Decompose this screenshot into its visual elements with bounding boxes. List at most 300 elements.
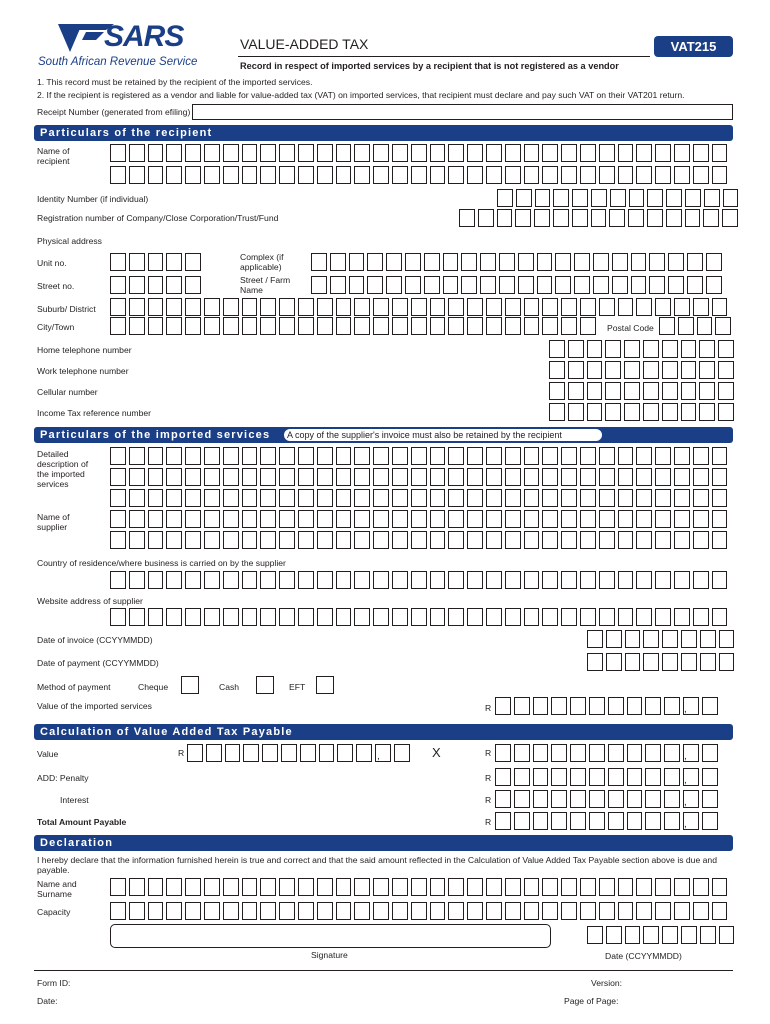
- recipient-name-line-1[interactable]: [110, 144, 730, 162]
- char-box[interactable]: [298, 144, 314, 162]
- char-box[interactable]: [524, 298, 540, 316]
- char-box[interactable]: [225, 744, 241, 762]
- cell-input[interactable]: [549, 382, 737, 400]
- char-box[interactable]: [505, 298, 521, 316]
- char-box[interactable]: [166, 531, 182, 549]
- char-box[interactable]: [693, 489, 709, 507]
- char-box[interactable]: [587, 630, 603, 648]
- char-box[interactable]: [702, 744, 718, 762]
- id-number-input[interactable]: [497, 189, 741, 207]
- char-box[interactable]: [712, 298, 728, 316]
- char-box[interactable]: [627, 768, 643, 786]
- char-box[interactable]: [553, 189, 569, 207]
- char-box[interactable]: [570, 744, 586, 762]
- char-box[interactable]: [606, 653, 622, 671]
- char-box[interactable]: [336, 144, 352, 162]
- char-box[interactable]: [166, 276, 182, 294]
- char-box[interactable]: [693, 166, 709, 184]
- char-box[interactable]: [643, 653, 659, 671]
- char-box[interactable]: [478, 209, 494, 227]
- char-box[interactable]: [624, 403, 640, 421]
- cheque-checkbox[interactable]: [181, 676, 199, 694]
- char-box[interactable]: [719, 630, 735, 648]
- char-box[interactable]: [185, 878, 201, 896]
- char-box[interactable]: [260, 489, 276, 507]
- char-box[interactable]: [537, 253, 553, 271]
- char-box[interactable]: [700, 926, 716, 944]
- char-box[interactable]: [631, 253, 647, 271]
- char-box[interactable]: [204, 902, 220, 920]
- char-box[interactable]: [618, 447, 634, 465]
- char-box[interactable]: [317, 571, 333, 589]
- signature-box[interactable]: [110, 924, 551, 948]
- char-box[interactable]: [505, 608, 521, 626]
- char-box[interactable]: [424, 253, 440, 271]
- char-box[interactable]: [260, 571, 276, 589]
- char-box[interactable]: [110, 317, 126, 335]
- char-box[interactable]: [587, 382, 603, 400]
- char-box[interactable]: [524, 317, 540, 335]
- char-box[interactable]: [166, 608, 182, 626]
- char-box[interactable]: [706, 253, 722, 271]
- char-box[interactable]: [430, 468, 446, 486]
- char-box[interactable]: [110, 447, 126, 465]
- char-box[interactable]: [700, 653, 716, 671]
- char-box[interactable]: [495, 790, 511, 808]
- char-box[interactable]: [608, 697, 624, 715]
- char-box[interactable]: [204, 571, 220, 589]
- char-box[interactable]: [580, 878, 596, 896]
- char-box[interactable]: [430, 571, 446, 589]
- char-box[interactable]: [166, 253, 182, 271]
- char-box[interactable]: [486, 489, 502, 507]
- char-box[interactable]: [687, 276, 703, 294]
- char-box[interactable]: [300, 744, 316, 762]
- char-box[interactable]: [467, 531, 483, 549]
- char-box[interactable]: [223, 317, 239, 335]
- char-box[interactable]: [655, 144, 671, 162]
- char-box[interactable]: [514, 812, 530, 830]
- char-box[interactable]: [681, 340, 697, 358]
- char-box[interactable]: [643, 926, 659, 944]
- char-box[interactable]: [392, 902, 408, 920]
- char-box[interactable]: [298, 531, 314, 549]
- char-box[interactable]: [319, 744, 335, 762]
- char-box[interactable]: [599, 468, 615, 486]
- char-box[interactable]: [666, 209, 682, 227]
- char-box[interactable]: [542, 166, 558, 184]
- char-box[interactable]: [260, 902, 276, 920]
- char-box[interactable]: [580, 531, 596, 549]
- char-box[interactable]: [129, 878, 145, 896]
- char-box[interactable]: [223, 571, 239, 589]
- char-box[interactable]: [336, 902, 352, 920]
- char-box[interactable]: [480, 253, 496, 271]
- char-box[interactable]: [495, 812, 511, 830]
- char-box[interactable]: [668, 276, 684, 294]
- char-box[interactable]: [685, 189, 701, 207]
- char-box[interactable]: [411, 489, 427, 507]
- char-box[interactable]: [279, 447, 295, 465]
- char-box[interactable]: [580, 144, 596, 162]
- char-box[interactable]: [354, 489, 370, 507]
- char-box[interactable]: [518, 276, 534, 294]
- char-box[interactable]: [411, 571, 427, 589]
- char-box[interactable]: [712, 166, 728, 184]
- char-box[interactable]: [148, 902, 164, 920]
- char-box[interactable]: [392, 144, 408, 162]
- char-box[interactable]: [349, 253, 365, 271]
- char-box[interactable]: [568, 382, 584, 400]
- char-box[interactable]: [337, 744, 353, 762]
- char-box[interactable]: [411, 298, 427, 316]
- char-box[interactable]: [561, 531, 577, 549]
- declaration-date-input[interactable]: [587, 926, 737, 944]
- char-box[interactable]: [499, 253, 515, 271]
- char-box[interactable]: [317, 144, 333, 162]
- char-box[interactable]: [260, 468, 276, 486]
- char-box[interactable]: [223, 608, 239, 626]
- char-box[interactable]: [609, 209, 625, 227]
- char-box[interactable]: [599, 166, 615, 184]
- char-box[interactable]: [542, 531, 558, 549]
- char-box[interactable]: [608, 812, 624, 830]
- char-box[interactable]: [204, 608, 220, 626]
- char-box[interactable]: [330, 253, 346, 271]
- char-box[interactable]: [636, 489, 652, 507]
- char-box[interactable]: [505, 902, 521, 920]
- char-box[interactable]: [185, 298, 201, 316]
- char-box[interactable]: [336, 166, 352, 184]
- char-box[interactable]: [448, 878, 464, 896]
- char-box[interactable]: [643, 382, 659, 400]
- char-box[interactable]: [495, 697, 511, 715]
- char-box[interactable]: [542, 298, 558, 316]
- char-box[interactable]: [242, 489, 258, 507]
- char-box[interactable]: [486, 447, 502, 465]
- char-box[interactable]: [664, 812, 680, 830]
- char-box[interactable]: [693, 571, 709, 589]
- char-box[interactable]: [599, 878, 615, 896]
- char-box[interactable]: [589, 812, 605, 830]
- supplier-line-2[interactable]: [110, 531, 730, 549]
- char-box[interactable]: [606, 926, 622, 944]
- char-box[interactable]: [260, 531, 276, 549]
- char-box[interactable]: [712, 571, 728, 589]
- char-box[interactable]: [279, 489, 295, 507]
- char-box[interactable]: [129, 166, 145, 184]
- char-box[interactable]: [674, 531, 690, 549]
- char-box[interactable]: [636, 571, 652, 589]
- char-box[interactable]: [411, 166, 427, 184]
- char-box[interactable]: [580, 317, 596, 335]
- char-box[interactable]: [580, 571, 596, 589]
- char-box[interactable]: [279, 317, 295, 335]
- char-box[interactable]: [336, 571, 352, 589]
- char-box[interactable]: [636, 144, 652, 162]
- char-box[interactable]: [655, 166, 671, 184]
- char-box[interactable]: [542, 468, 558, 486]
- char-box[interactable]: [279, 298, 295, 316]
- char-box[interactable]: [712, 608, 728, 626]
- char-box[interactable]: [448, 447, 464, 465]
- char-box[interactable]: [674, 608, 690, 626]
- char-box[interactable]: [148, 571, 164, 589]
- char-box[interactable]: [242, 317, 258, 335]
- char-box[interactable]: [148, 298, 164, 316]
- char-box[interactable]: [298, 878, 314, 896]
- char-box[interactable]: [608, 790, 624, 808]
- char-box[interactable]: [693, 144, 709, 162]
- char-box[interactable]: [480, 276, 496, 294]
- char-box[interactable]: [643, 361, 659, 379]
- char-box[interactable]: [505, 878, 521, 896]
- char-box[interactable]: [699, 382, 715, 400]
- char-box[interactable]: [185, 531, 201, 549]
- char-box[interactable]: [664, 744, 680, 762]
- char-box[interactable]: [561, 144, 577, 162]
- char-box[interactable]: [674, 571, 690, 589]
- payment-date-input[interactable]: [587, 653, 737, 671]
- char-box[interactable]: [505, 447, 521, 465]
- char-box[interactable]: [561, 166, 577, 184]
- char-box[interactable]: [242, 166, 258, 184]
- char-box[interactable]: [336, 317, 352, 335]
- char-box[interactable]: [561, 317, 577, 335]
- char-box[interactable]: [392, 878, 408, 896]
- char-box[interactable]: [110, 276, 126, 294]
- char-box[interactable]: [129, 531, 145, 549]
- char-box[interactable]: [524, 878, 540, 896]
- char-box[interactable]: [681, 926, 697, 944]
- char-box[interactable]: [185, 510, 201, 528]
- char-box[interactable]: [718, 340, 734, 358]
- char-box[interactable]: [580, 447, 596, 465]
- char-box[interactable]: [129, 510, 145, 528]
- char-box[interactable]: [166, 468, 182, 486]
- char-box[interactable]: [110, 571, 126, 589]
- char-box[interactable]: [662, 630, 678, 648]
- char-box[interactable]: [443, 253, 459, 271]
- char-box[interactable]: [148, 253, 164, 271]
- char-box[interactable]: [542, 902, 558, 920]
- char-box[interactable]: [655, 608, 671, 626]
- char-box[interactable]: [148, 531, 164, 549]
- char-box[interactable]: [618, 144, 634, 162]
- char-box[interactable]: [618, 571, 634, 589]
- char-box[interactable]: [486, 571, 502, 589]
- char-box[interactable]: [712, 878, 728, 896]
- char-box[interactable]: [317, 878, 333, 896]
- char-box[interactable]: [467, 571, 483, 589]
- char-box[interactable]: [242, 447, 258, 465]
- char-box[interactable]: [702, 812, 718, 830]
- char-box[interactable]: [166, 902, 182, 920]
- char-box[interactable]: [723, 189, 739, 207]
- char-box[interactable]: [693, 531, 709, 549]
- char-box[interactable]: [311, 276, 327, 294]
- eft-checkbox[interactable]: [316, 676, 334, 694]
- char-box[interactable]: [605, 382, 621, 400]
- supplier-line-1[interactable]: [110, 510, 730, 528]
- char-box[interactable]: [424, 276, 440, 294]
- suburb-input[interactable]: [110, 298, 730, 316]
- char-box[interactable]: [524, 571, 540, 589]
- char-box[interactable]: [430, 166, 446, 184]
- char-box[interactable]: [129, 902, 145, 920]
- char-box[interactable]: [129, 253, 145, 271]
- char-box[interactable]: [718, 403, 734, 421]
- char-box[interactable]: [448, 571, 464, 589]
- char-box[interactable]: [624, 382, 640, 400]
- char-box[interactable]: [495, 744, 511, 762]
- char-box[interactable]: [625, 653, 641, 671]
- char-box[interactable]: [430, 447, 446, 465]
- char-box[interactable]: [392, 571, 408, 589]
- char-box[interactable]: [599, 510, 615, 528]
- char-box[interactable]: [549, 403, 565, 421]
- char-box[interactable]: [702, 768, 718, 786]
- char-box[interactable]: [674, 144, 690, 162]
- char-box[interactable]: [260, 510, 276, 528]
- char-box[interactable]: [712, 144, 728, 162]
- char-box[interactable]: [467, 489, 483, 507]
- char-box[interactable]: [697, 317, 713, 335]
- char-box[interactable]: [242, 571, 258, 589]
- char-box[interactable]: [664, 790, 680, 808]
- char-box[interactable]: [448, 531, 464, 549]
- char-box[interactable]: [666, 189, 682, 207]
- work-tel-input[interactable]: [549, 361, 737, 379]
- char-box[interactable]: [223, 531, 239, 549]
- char-box[interactable]: [636, 531, 652, 549]
- char-box[interactable]: [129, 298, 145, 316]
- char-box[interactable]: [110, 144, 126, 162]
- char-box[interactable]: [605, 403, 621, 421]
- char-box[interactable]: [206, 744, 222, 762]
- cash-checkbox[interactable]: [256, 676, 274, 694]
- char-box[interactable]: [662, 361, 678, 379]
- char-box[interactable]: [655, 489, 671, 507]
- char-box[interactable]: [110, 531, 126, 549]
- char-box[interactable]: [514, 768, 530, 786]
- char-box[interactable]: [655, 902, 671, 920]
- char-box[interactable]: [461, 276, 477, 294]
- char-box[interactable]: [715, 317, 731, 335]
- char-box[interactable]: [298, 902, 314, 920]
- char-box[interactable]: [645, 697, 661, 715]
- char-box[interactable]: [608, 744, 624, 762]
- char-box[interactable]: [505, 489, 521, 507]
- char-box[interactable]: [537, 276, 553, 294]
- description-line-2[interactable]: [110, 468, 730, 486]
- char-box[interactable]: [486, 878, 502, 896]
- char-box[interactable]: [260, 447, 276, 465]
- char-box[interactable]: [712, 902, 728, 920]
- char-box[interactable]: [618, 166, 634, 184]
- char-box[interactable]: [110, 902, 126, 920]
- char-box[interactable]: [533, 812, 549, 830]
- char-box[interactable]: [486, 144, 502, 162]
- char-box[interactable]: [336, 608, 352, 626]
- char-box[interactable]: [542, 317, 558, 335]
- char-box[interactable]: [110, 253, 126, 271]
- description-line-3[interactable]: [110, 489, 730, 507]
- char-box[interactable]: [627, 744, 643, 762]
- char-box[interactable]: [242, 298, 258, 316]
- street-no-input[interactable]: [110, 276, 204, 294]
- char-box[interactable]: [693, 608, 709, 626]
- char-box[interactable]: [430, 878, 446, 896]
- char-box[interactable]: [612, 276, 628, 294]
- char-box[interactable]: [354, 166, 370, 184]
- char-box[interactable]: [242, 144, 258, 162]
- char-box[interactable]: [647, 189, 663, 207]
- char-box[interactable]: [649, 253, 665, 271]
- char-box[interactable]: [551, 812, 567, 830]
- char-box[interactable]: [185, 608, 201, 626]
- char-box[interactable]: [430, 531, 446, 549]
- char-box[interactable]: [704, 189, 720, 207]
- char-box[interactable]: [549, 340, 565, 358]
- char-box[interactable]: [260, 144, 276, 162]
- char-box[interactable]: [505, 144, 521, 162]
- char-box[interactable]: [204, 166, 220, 184]
- char-box[interactable]: [542, 878, 558, 896]
- char-box[interactable]: [279, 571, 295, 589]
- char-box[interactable]: [223, 447, 239, 465]
- char-box[interactable]: [242, 510, 258, 528]
- char-box[interactable]: [148, 276, 164, 294]
- char-box[interactable]: [570, 812, 586, 830]
- receipt-input[interactable]: [192, 104, 733, 120]
- char-box[interactable]: [518, 253, 534, 271]
- char-box[interactable]: [587, 403, 603, 421]
- char-box[interactable]: [618, 531, 634, 549]
- char-box[interactable]: [561, 571, 577, 589]
- char-box[interactable]: [392, 531, 408, 549]
- char-box[interactable]: [129, 489, 145, 507]
- char-box[interactable]: [411, 510, 427, 528]
- char-box[interactable]: [514, 744, 530, 762]
- char-box[interactable]: [572, 189, 588, 207]
- char-box[interactable]: [591, 189, 607, 207]
- char-box[interactable]: [279, 878, 295, 896]
- char-box[interactable]: [625, 630, 641, 648]
- char-box[interactable]: [618, 298, 634, 316]
- char-box[interactable]: [703, 209, 719, 227]
- char-box[interactable]: [317, 468, 333, 486]
- char-box[interactable]: [591, 209, 607, 227]
- char-box[interactable]: [608, 768, 624, 786]
- char-box[interactable]: [354, 510, 370, 528]
- char-box[interactable]: [551, 697, 567, 715]
- char-box[interactable]: [330, 276, 346, 294]
- char-box[interactable]: [718, 382, 734, 400]
- char-box[interactable]: [549, 361, 565, 379]
- char-box[interactable]: [279, 468, 295, 486]
- char-box[interactable]: [373, 608, 389, 626]
- char-box[interactable]: [373, 166, 389, 184]
- char-box[interactable]: [467, 608, 483, 626]
- char-box[interactable]: [166, 144, 182, 162]
- char-box[interactable]: [645, 790, 661, 808]
- char-box[interactable]: [185, 144, 201, 162]
- char-box[interactable]: [718, 361, 734, 379]
- char-box[interactable]: [373, 878, 389, 896]
- char-box[interactable]: [317, 510, 333, 528]
- char-box[interactable]: [636, 510, 652, 528]
